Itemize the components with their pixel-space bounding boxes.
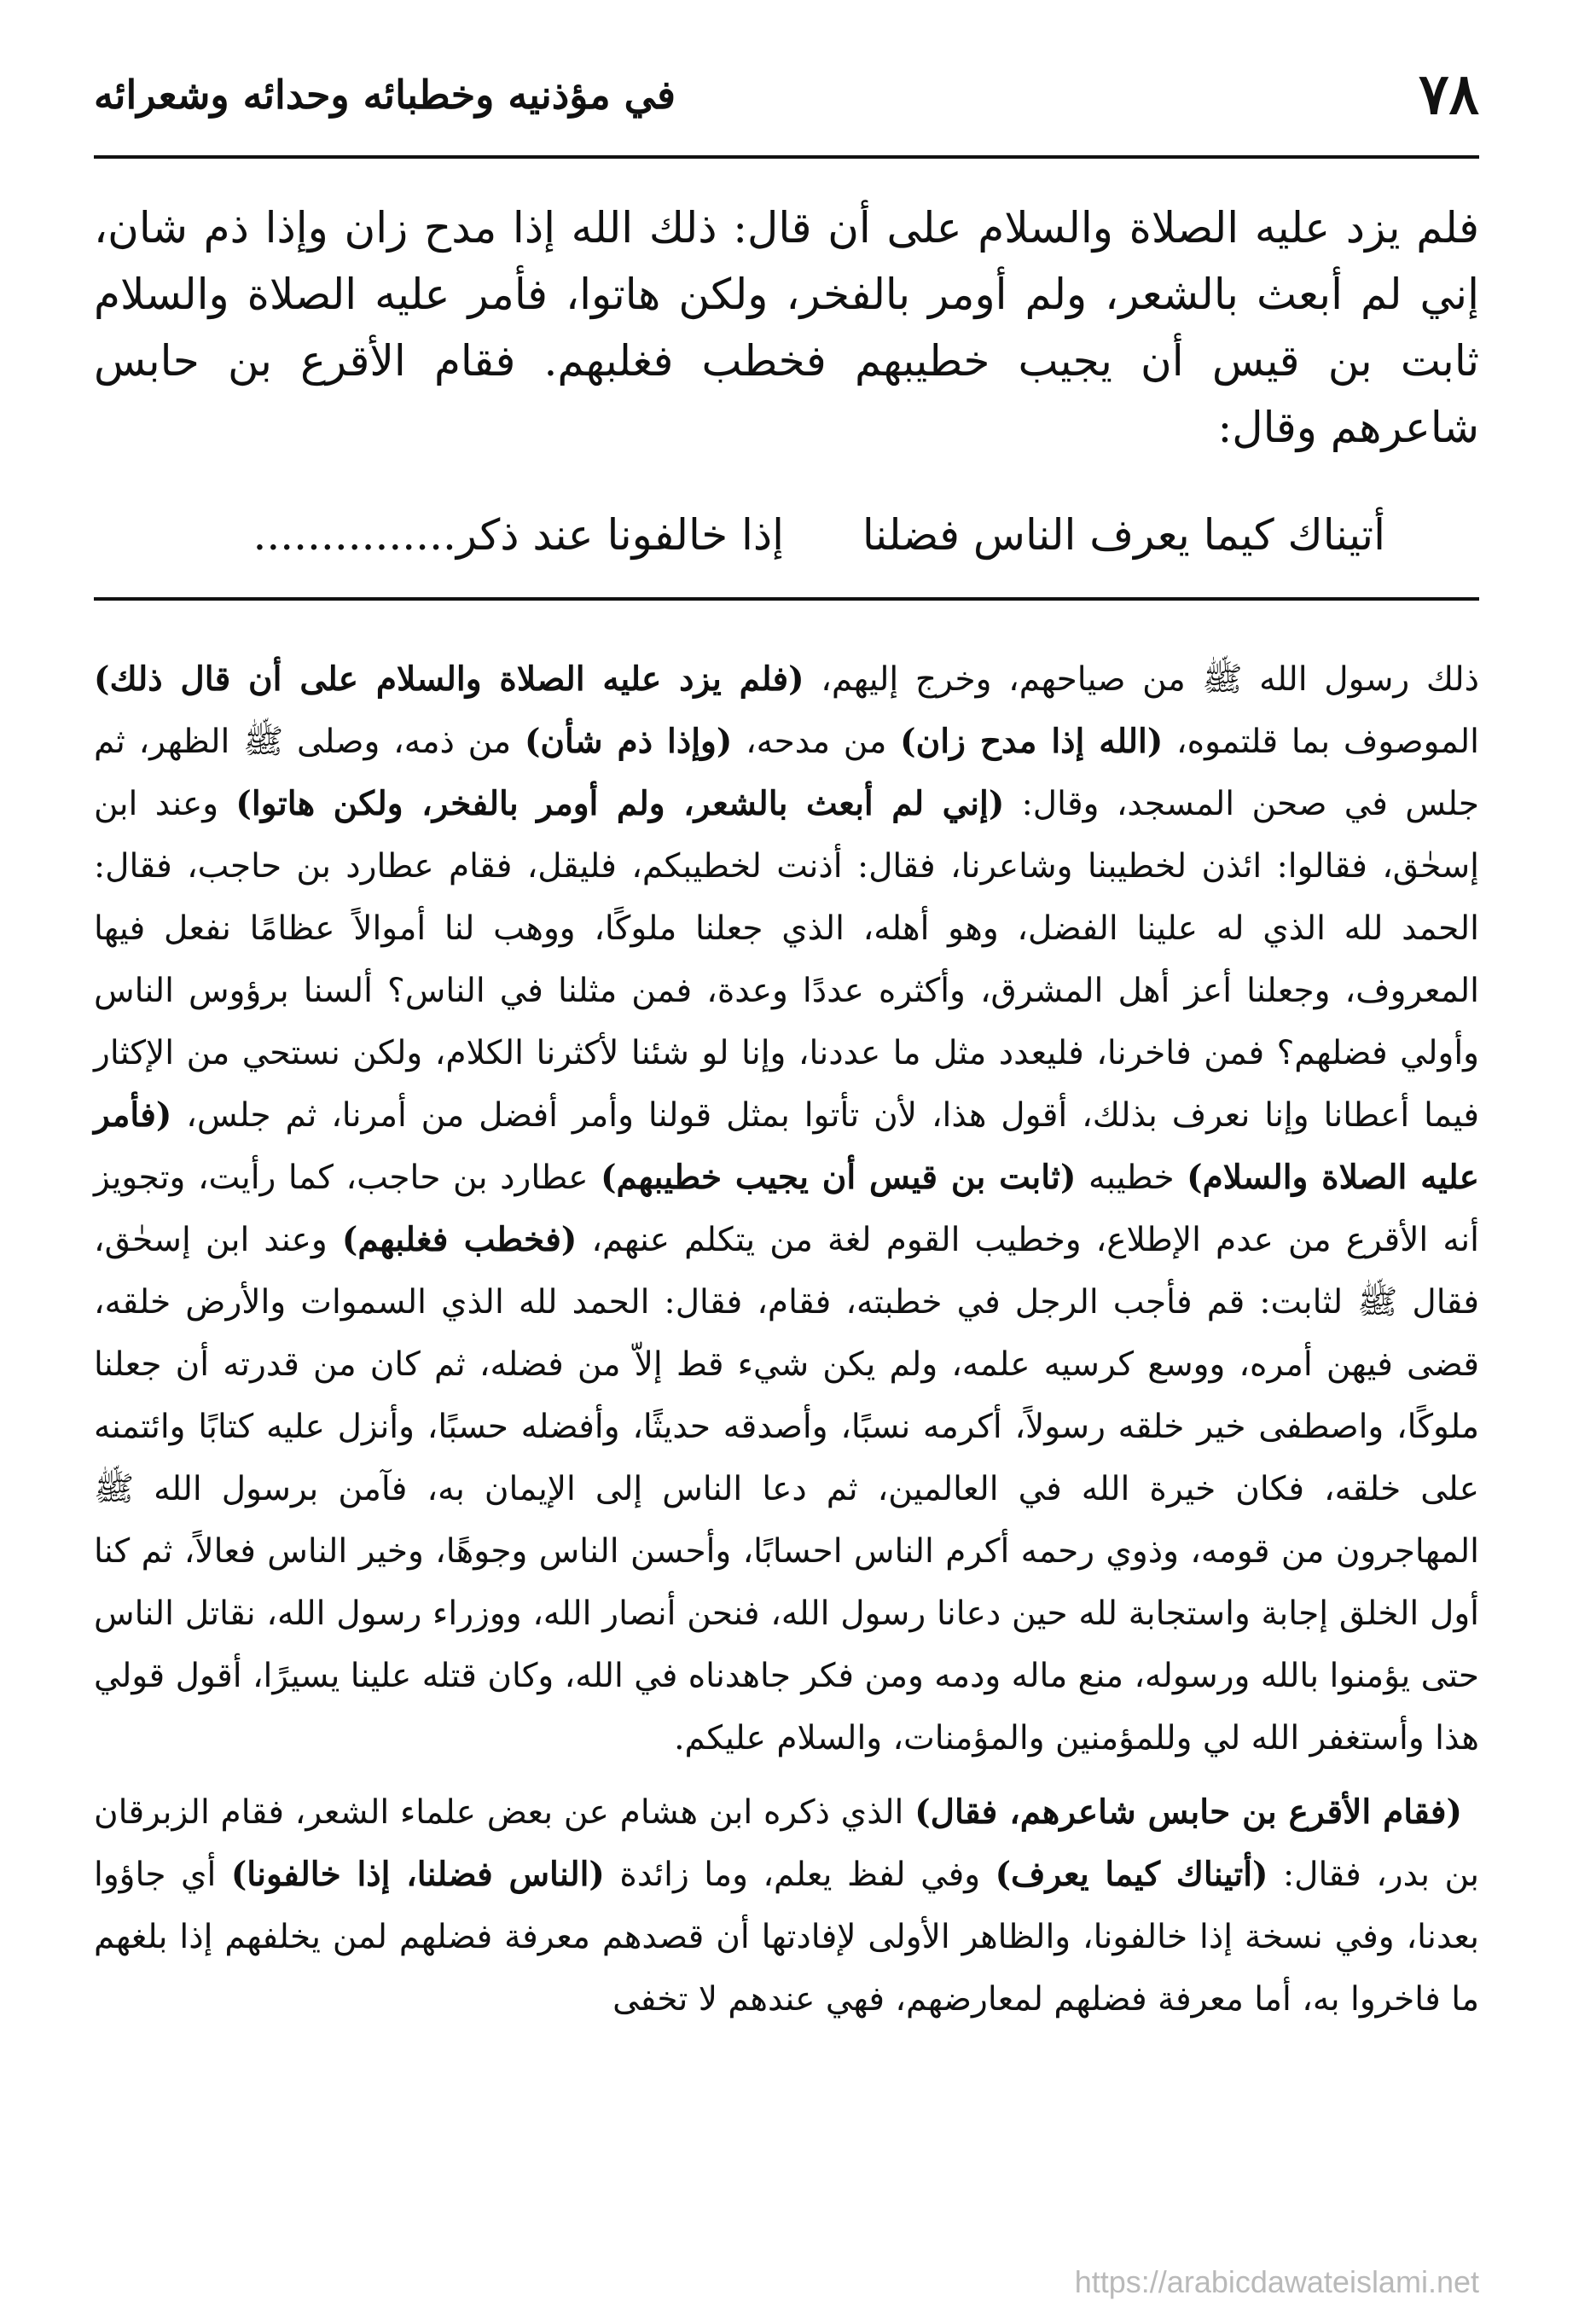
quoted-matn-segment: (ثابت بن قيس أن يجيب خطيبهم) xyxy=(601,1158,1077,1197)
commentary-segment: وعند ابن إسحٰق، فقالوا: ائذن لخطيبنا وشاعرنا، فقال: أذنت لخطيبكم، فليقل، فقام عطارد بن حاجب، فقال: الحمد لله الذي له علينا الفضل، وهو أهله، الذي جعلنا ملوكًا، ووهب لنا أموالاً عظامًا نفعل فيها المعروف، وجعلنا أعز أهل المشرق، وأكثره عددًا وعدة، فمن مثلنا في الناس؟ ألسنا برؤوس الناس وأولي فضلهم؟ فمن فاخرنا، فليعدد مثل ما عددنا، وإنا لو شئنا لأكثرنا الكلام، ولكن نستحي من الإكثار فيما أعطانا وإنا نعرف بذلك، أقول هذا، لأن تأتوا بمثل قولنا وأمر أفضل من أمرنا، ثم جلس، xyxy=(94,785,1479,1135)
quoted-matn-segment: (الله إذا مدح زان) xyxy=(900,722,1164,761)
quoted-matn-segment: (الناس فضلنا، إذا خالفونا) xyxy=(230,1855,605,1894)
commentary-segment: أي جاؤوا بعدنا، وفي نسخة إذا خالفونا، والظاهر الأولى لإفادتها أن قصدهم معرفة فضلهم لمن يخلفهم إذا بلغهم ما فاخروا به، أما معرفة فضلهم لمعارضهم، فهي عندهم لا تخفى xyxy=(94,1856,1479,2019)
quoted-matn-segment: (أتيناك كيما يعرف) xyxy=(995,1855,1268,1894)
commentary-segment: الذي ذكره ابن هشام عن بعض علماء الشعر، فقام الزبرقان بن بدر، فقال: xyxy=(94,1793,1479,1894)
quoted-matn-segment: (إني لم أبعث بالشعر، ولم أومر بالفخر، ولكن هاتوا) xyxy=(235,784,1005,823)
running-title: في مؤذنيه وخطبائه وحدائه وشعرائه xyxy=(94,72,676,118)
commentary-segment: عطارد بن حاجب، كما رأيت، وتجويز أنه الأقرع من عدم الإطلاع، وخطيب القوم لغة من يتكلم عنهم، xyxy=(94,1159,1479,1259)
commentary-segment: من مدحه، xyxy=(732,723,901,761)
verse-hemistich-second: إذا خالفونا عند ذكر............... xyxy=(252,510,785,560)
main-text-paragraph: فلم يزد عليه الصلاة والسلام على أن قال: ذلك الله إذا مدح زان وإذا ذم شان، إني لم أبعث بالشعر، ولم أومر بالفخر، ولكن هاتوا، فأمر عليه الصلاة والسلام ثابت بن قيس أن يجيب خطيبهم فخطب فغلبهم. فقام الأقرع بن حابس شاعرهم وقال: xyxy=(94,203,1479,452)
quoted-matn-segment: (فأمر عليه الصلاة والسلام) xyxy=(94,1095,1479,1197)
quoted-matn-segment: (وإذا ذم شأن) xyxy=(524,722,733,761)
commentary-segment: وفي لفظ يعلم، وما زائدة xyxy=(604,1856,995,1894)
quoted-matn-segment: (فخطب فغلبهم) xyxy=(341,1220,578,1259)
commentary-segment: وعند ابن إسحٰق، فقال ﷺ لثابت: قم فأجب الرجل في خطبته، فقام، فقال: الحمد لله الذي السموات والأرض خلقه، قضى فيهن أمره، ووسع كرسيه علمه، ولم يكن شيء قط إلاّ من فضله، ثم كان من قدرته أن جعلنا ملوكًا، واصطفى خير خلقه رسولاً، أكرمه نسبًا، وأصدقه حديثًا، وأفضله حسبًا، وأنزل عليه كتابًا وائتمنه على خلقه، فكان خيرة الله في العالمين، ثم دعا الناس إلى الإيمان به، فآمن برسول الله ﷺ المهاجرون من قومه، وذوي رحمه أكرم الناس احسابًا، وأحسن الناس وجوهًا، وخير الناس فعالاً، ثم كنا أول الخلق إجابة واستجابة لله حين دعانا رسول الله، فنحن أنصار الله، ووزراء رسول الله، نقاتل الناس حتى يؤمنوا بالله ورسوله، منع ماله ودمه ومن فكر جاهدناه في الله، وكان قتله علينا يسيرًا، أقول قولي هذا وأستغفر الله لي وللمؤمنين والمؤمنات، والسلام عليكم. xyxy=(94,1221,1479,1758)
commentary-segment: خطيبه xyxy=(1076,1159,1187,1197)
commentary-paragraph xyxy=(94,648,1479,1769)
commentary-segment: من ذمه، وصلى ﷺ الظهر، ثم جلس في صحن المسجد، وقال: xyxy=(94,723,1480,823)
commentary xyxy=(94,648,1479,2031)
commentary-paragraph xyxy=(94,1781,1479,2031)
poetry-verse xyxy=(94,505,1479,565)
commentary-segment: ذلك رسول الله ﷺ من صياحهم، وخرج إليهم، xyxy=(804,660,1479,699)
commentary-segment: الموصوف بما قلتموه، xyxy=(1163,723,1479,761)
header-rule xyxy=(94,155,1479,159)
quoted-matn-segment: (فقام الأقرع بن حابس شاعرهم، فقال) xyxy=(914,1792,1462,1832)
page-number: ٧٨ xyxy=(1419,61,1479,127)
quoted-matn-segment: (فلم يزد عليه الصلاة والسلام على أن قال ذلك) xyxy=(94,659,804,699)
main-text xyxy=(94,195,1479,461)
page-header xyxy=(94,60,1479,128)
verse-hemistich-first: أتيناك كيما يعرف الناس فضلنا xyxy=(862,510,1385,560)
watermark: https://arabicdawateislami.net xyxy=(1074,2264,1479,2299)
section-rule xyxy=(94,597,1479,601)
